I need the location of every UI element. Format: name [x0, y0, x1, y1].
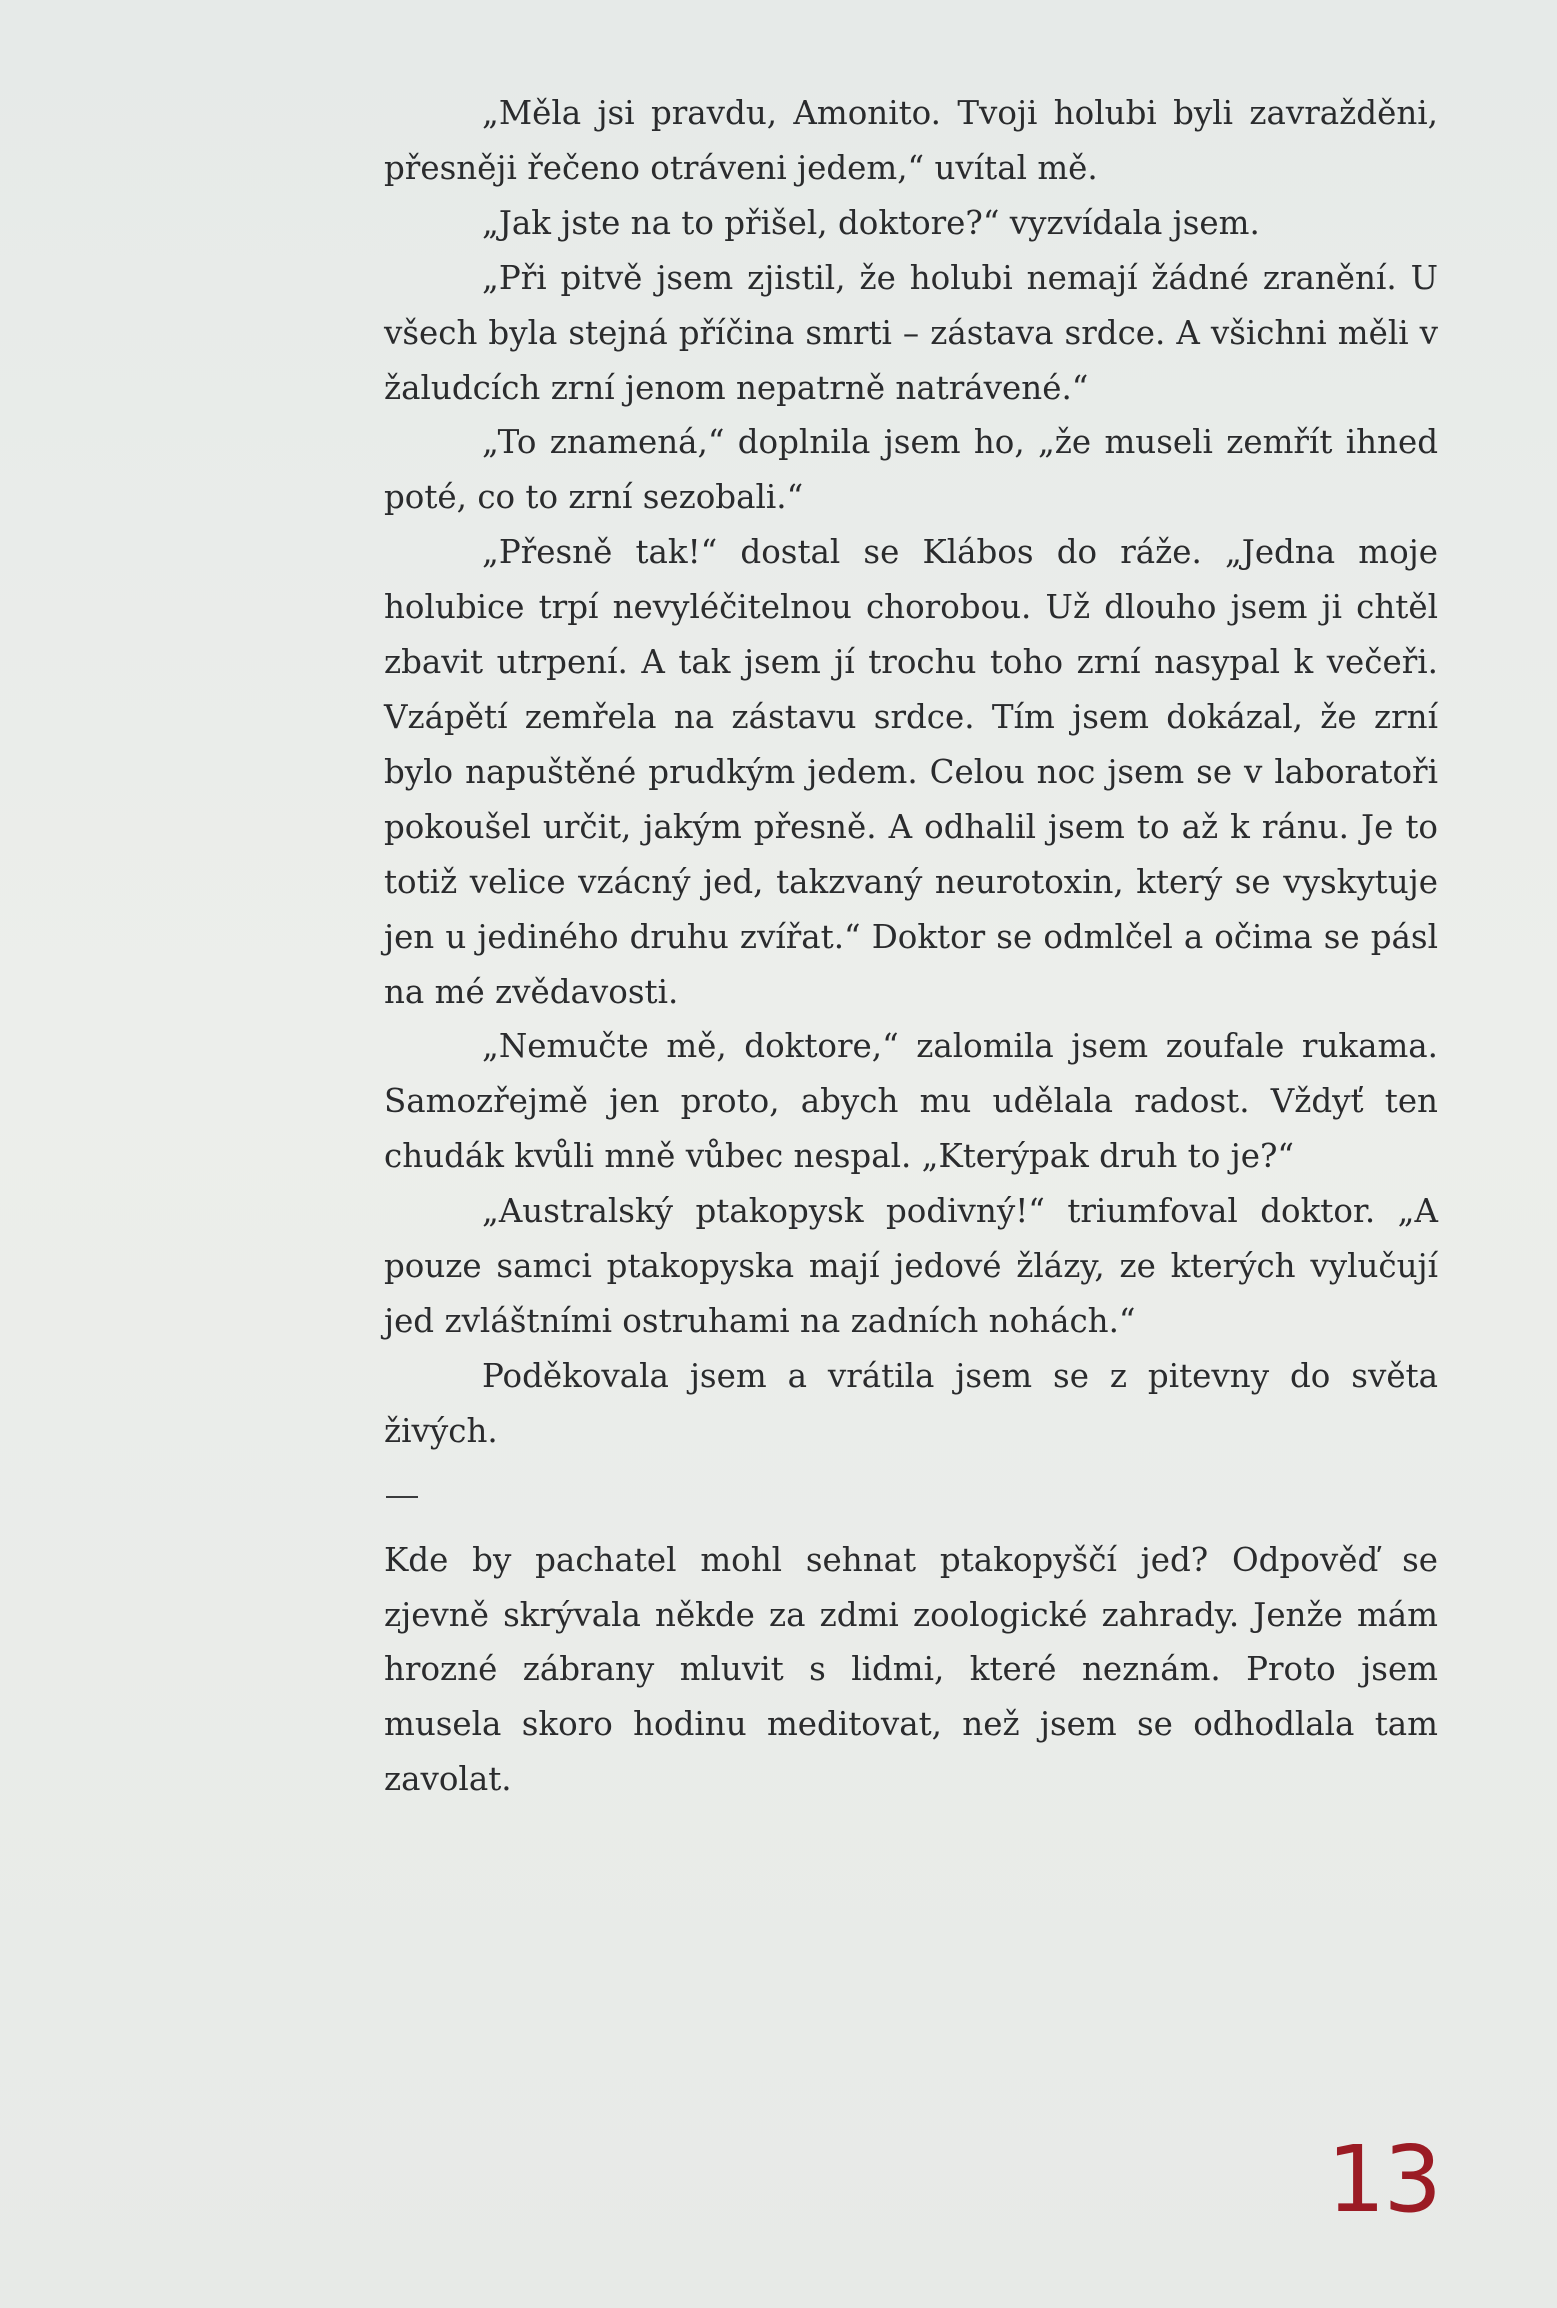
paragraph-4: „To znamená,“ doplnila jsem ho, „že museli zemřít ihned poté, co to zrní sezobali.“: [384, 423, 1438, 517]
paragraph-after-break: Kde by pachatel mohl sehnat ptakopyščí jed? Odpověď se zjevně skrývala někde za zdmi zoologické zahrady. Jenže mám hrozné zábrany mluvit s lidmi, které neznám. Proto jsem musela skoro hodinu meditovat, než jsem se odhodlala tam zavolat.: [384, 1540, 1438, 1799]
scene-break-dash: [386, 1496, 418, 1498]
paragraph-8: Poděkovala jsem a vrátila jsem se z pitevny do světa živých.: [384, 1356, 1438, 1450]
paragraph-3: „Při pitvě jsem zjistil, že holubi nemají žádné zranění. U všech byla stejná příčina smrti – zástava srdce. A všichni měli v žaludcích zrní jenom nepatrně natrávené.“: [384, 258, 1438, 407]
paragraph-2: „Jak jste na to přišel, doktore?“ vyzvídala jsem.: [482, 203, 1260, 242]
page-number: 13: [1326, 2126, 1440, 2233]
paragraph-6: „Nemučte mě, doktore,“ zalomila jsem zoufale rukama. Samozřejmě jen proto, abych mu udělala radost. Vždyť ten chudák kvůli mně vůbec nespal. „Kterýpak druh to je?“: [384, 1027, 1438, 1176]
paragraph-5: „Přesně tak!“ dostal se Klábos do ráže. „Jedna moje holubice trpí nevyléčitelnou chorobou. Už dlouho jsem ji chtěl zbavit utrpení. A tak jsem jí trochu toho zrní nasypal k večeři. Vzápětí zemřela na zástavu srdce. Tím jsem dokázal, že zrní bylo napuštěné prudkým jedem. Celou noc jsem se v laboratoři pokoušel určit, jakým přesně. A odhalil jsem to až k ránu. Je to totiž velice vzácný jed, takzvaný neurotoxin, který se vyskytuje jen u jediného druhu zvířat.“ Doktor se odmlčel a očima se pásl na mé zvědavosti.: [384, 533, 1438, 1011]
paragraph-1: „Měla jsi pravdu, Amonito. Tvoji holubi byli zavražděni, přesněji řečeno otráveni jedem,“ uvítal mě.: [384, 94, 1438, 187]
text-column: [384, 86, 1438, 1807]
paragraph-7: „Australský ptakopysk podivný!“ triumfoval doktor. „A pouze samci ptakopyska mají jedové žlázy, ze kterých vylučují jed zvláštními ostruhami na zadních nohách.“: [384, 1192, 1438, 1340]
